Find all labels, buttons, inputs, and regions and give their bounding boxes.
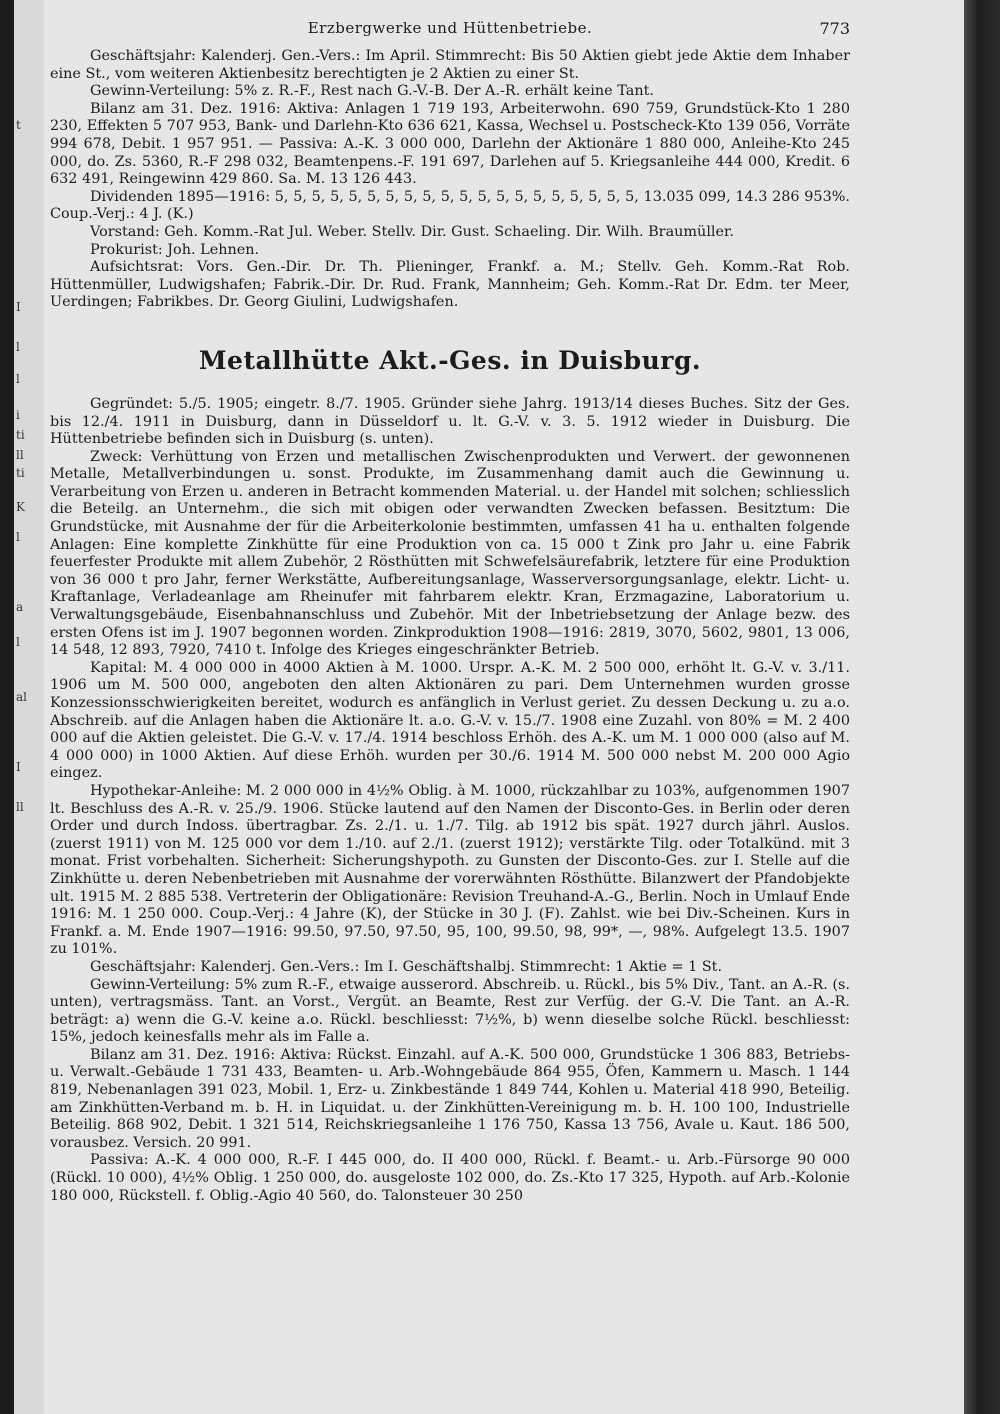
prev-dividenden: Dividenden 1895—1916: 5, 5, 5, 5, 5, 5, 5, 5, 5, 5, 5, 5, 5, 5, 5, 5, 5, 5, 5, 5, 13.035 099, 14.3 286 953%. Coup.-Verj.: 4 J. (K.) [50, 188, 850, 223]
facing-page-margin [14, 0, 44, 1414]
margin-letter: al [16, 690, 27, 704]
margin-letter: l [16, 340, 20, 354]
scan-binding-edge [964, 0, 1000, 1414]
document-page [44, 0, 964, 1414]
gewinn-verteilung: Gewinn-Verteilung: 5% zum R.-F., etwaige ausserord. Abschreib. u. Rückl., bis 5% Div., Tant. an A.-R. (s. unten), vertragsmäss. Tant. an Vorst., Vergüt. an Beamte, Rest zur Verfüg. der G.-V. Die Tant. an A.-R. beträgt: a) wenn die G.-V. keine a.o. Rückl. beschliesst: 7½%, b) wenn dieselbe solche Rückl. beschliesst: 15%, jedoch keinesfalls mehr als im Falle a. [50, 976, 850, 1046]
margin-letter: ll [16, 800, 24, 814]
margin-letter: l [16, 530, 20, 544]
hypothekar-anleihe: Hypothekar-Anleihe: M. 2 000 000 in 4½% Oblig. à M. 1000, rückzahlbar zu 103%, aufgenommen 1907 lt. Beschluss des A.-R. v. 25./9. 1906. Stücke lautend auf den Namen der Disconto-Ges. in Berlin oder deren Order und durch Indoss. übertragbar. Zs. 2./1. u. 1./7. Tilg. ab 1912 bis spät. 1927 durch jährl. Auslos. (zuerst 1911) von M. 125 000 vor dem 1./10. auf 2./1. (zuerst 1912); verstärkte Tilg. oder Totalkünd. mit 3 monat. Frist vorbehalten. Sicherheit: Sicherungshypoth. zu Gunsten der Disconto-Ges. zur I. Stelle auf die Zinkhütte u. deren Nebenbetrieben mit Ausnahme der vorerwähnten Rösthütte. Bilanzwert der Pfandobjekte ult. 1915 M. 2 885 538. Vertreterin der Obligationäre: Revision Treuhand-A.-G., Berlin. Noch in Umlauf Ende 1916: M. 1 250 000. Coup.-Verj.: 4 Jahre (K), der Stücke in 30 J. (F). Zahlst. wie bei Div.-Scheinen. Kurs in Frankf. a. M. Ende 1907—1916: 99.50, 97.50, 97.50, 95, 100, 99.50, 98, 99*, —, 98%. Aufgelegt 13.5. 1907 zu 101%. [50, 782, 850, 958]
running-title: Erzbergwerke und Hüttenbetriebe. [307, 19, 593, 37]
prev-aufsichtsrat: Aufsichtsrat: Vors. Gen.-Dir. Dr. Th. Plieninger, Frankf. a. M.; Stellv. Geh. Komm.-Rat Rob. Hüttenmüller, Ludwigshafen; Fabrik.-Dir. Dr. Rud. Frank, Mannheim; Geh. Komm.-Rat Dr. Edm. ter Meer, Uerdingen; Fabrikbes. Dr. Georg Giulini, Ludwigshafen. [50, 259, 850, 311]
kapital: Kapital: M. 4 000 000 in 4000 Aktien à M. 1000. Urspr. A.-K. M. 2 500 000, erhöht lt. G.-V. v. 3./11. 1906 um M. 500 000, angeboten den alten Aktionären zu pari. Dem Unternehmen wurden grosse Konzessionsschwierigkeiten bereitet, wodurch es anfänglich in Verlust geriet. Zu dessen Deckung u. zu a.o. Abschreib. auf die Anlagen haben die Aktionäre lt. a.o. G.-V. v. 15./7. 1908 eine Zuzahl. von 80% = M. 2 400 000 auf die Aktien geleistet. Die G.-V. v. 17./4. 1914 beschloss Erhöh. des A.-K. um M. 1 000 000 (also auf M. 4 000 000) in 1000 Aktien. Auf diese Erhöh. wurden per 30./6. 1914 M. 500 000 nebst M. 200 000 Agio eingez. [50, 659, 850, 782]
margin-letter: l [16, 372, 20, 386]
margin-letter: t [16, 118, 21, 132]
prev-gewinn-verteilung: Gewinn-Verteilung: 5% z. R.-F., Rest nach G.-V.-B. Der A.-R. erhält keine Tant. [90, 83, 654, 100]
bilanz-aktiva: Bilanz am 31. Dez. 1916: Aktiva: Rückst. Einzahl. auf A.-K. 500 000, Grundstücke 1 306 883, Betriebs- u. Verwalt.-Gebäude 1 731 433, Beamten- u. Arb.-Wohngebäude 864 955, Öfen, Kammern u. Masch. 1 144 819, Nebenanlagen 391 023, Mobil. 1, Erz- u. Zinkbestände 1 849 744, Kohlen u. Material 418 990, Beteilig. am Zinkhütten-Verband m. b. H. in Liquidat. u. der Zinkhütten-Vereinigung m. b. H. 100 100, Industrielle Beteilig. 868 902, Debit. 1 321 514, Reichskriegsanleihe 1 176 750, Kassa 13 756, Avale u. Kaut. 186 500, vorausbez. Versich. 20 991. [50, 1046, 850, 1151]
margin-letter: a [16, 600, 24, 614]
margin-letter: i [16, 408, 20, 422]
margin-letter: I [16, 300, 21, 314]
prev-geschaeftsjahr: Geschäftsjahr: Kalenderj. Gen.-Vers.: Im April. Stimmrecht: Bis 50 Aktien giebt jede Aktie dem Inhaber eine St., vom weiteren Aktienbesitz berechtigten je 2 Aktien zu einer St. [50, 48, 850, 82]
margin-letter: l [16, 635, 20, 649]
margin-letter: ll [16, 448, 24, 462]
scan-dark-edge [0, 0, 14, 1414]
margin-letter: K [16, 500, 25, 514]
margin-letter: ti [16, 466, 25, 480]
page-content [50, 20, 850, 1205]
margin-letter: ti [16, 428, 25, 442]
gegruendet: Gegründet: 5./5. 1905; eingetr. 8./7. 1905. Gründer siehe Jahrg. 1913/14 dieses Buches. Sitz der Ges. bis 12./4. 1911 in Duisburg, dann in Düsseldorf u. lt. G.-V. v. 3. 5. 1912 wieder in Duisburg. Die Hüttenbetriebe befinden sich in Duisburg (s. unten). [50, 395, 850, 448]
company-title: Metallhütte Akt.-Ges. in Duisburg. [198, 345, 702, 375]
bilanz-passiva: Passiva: A.-K. 4 000 000, R.-F. I 445 000, do. II 400 000, Rückl. f. Beamt.- u. Arb.-Fürsorge 90 000 (Rückl. 10 000), 4½% Oblig. 1 250 000, do. ausgeloste 102 000, do. Zs.-Kto 17 325, Hypoth. auf Arb.-Kolonie 180 000, Rückstell. f. Oblig.-Agio 40 560, do. Talonsteuer 30 250 [50, 1152, 850, 1204]
running-head [50, 20, 850, 48]
prev-prokurist: Prokurist: Joh. Lehnen. [90, 241, 260, 258]
margin-letter: I [16, 760, 21, 774]
prev-bilanz: Bilanz am 31. Dez. 1916: Aktiva: Anlagen 1 719 193, Arbeiterwohn. 690 759, Grundstück-Kto 1 280 230, Effekten 5 707 953, Bank- und Darlehn-Kto 636 621, Kassa, Wechsel u. Postscheck-Kto 139 056, Vorräte 994 678, Debit. 1 957 951. — Passiva: A.-K. 3 000 000, Darlehn der Aktionäre 1 880 000, Anleihe-Kto 245 000, do. Zs. 5360, R.-F 298 032, Beamtenpens.-F. 191 697, Darlehen auf 5. Kriegsanleihe 444 000, Kredit. 6 632 491, Reingewinn 429 860. Sa. M. 13 126 443. [50, 100, 850, 188]
zweck: Zweck: Verhüttung von Erzen und metallischen Zwischenprodukten und Verwert. der gewonnenen Metalle, Metallverbindungen u. sonst. Produkte, im Zusammenhang damit auch die Gewinnung u. Verarbeitung von Erzen u. anderen in Betracht kommenden Material. u. der Handel mit solchen; schliesslich die Beteilg. an Unternehm., die sich mit obigen oder verwandten Zwecken befassen. Besitztum: Die Grundstücke, mit Ausnahme der für die Arbeiterkolonie bestimmten, umfassen 41 ha u. enthalten folgende Anlagen: Eine komplette Zinkhütte für eine Produktion von ca. 15 000 t Zink pro Jahr u. eine Fabrik feuerfester Produkte mit allem Zubehör, 2 Rösthütten mit Schwefelsäurefabrik, letztere für eine Produktion von 36 000 t pro Jahr, ferner Werkstätte, Aufbereitungsanlage, Wasserversorgungsanlage, elektr. Licht- u. Kraftanlage, Verladeanlage am Rheinufer mit fahrbarem elektr. Kran, Erzmagazine, Laboratorium u. Verwaltungsgebäude, Eisenbahnanschluss und Zubehör. Mit der Inbetriebsetzung der Anlage bezw. des ersten Ofens ist im J. 1907 begonnen worden. Zinkproduktion 1908—1916: 2819, 3070, 5602, 9801, 13 006, 14 548, 12 893, 7920, 7410 t. Infolge des Krieges eingeschränkter Betrieb. [50, 448, 850, 659]
prev-vorstand: Vorstand: Geh. Komm.-Rat Jul. Weber. Stellv. Dir. Gust. Schaeling. Dir. Wilh. Braumüller. [90, 223, 734, 240]
page-number: 773 [819, 19, 850, 38]
geschaeftsjahr: Geschäftsjahr: Kalenderj. Gen.-Vers.: Im I. Geschäftshalbj. Stimmrecht: 1 Aktie = 1 St. [90, 958, 723, 975]
